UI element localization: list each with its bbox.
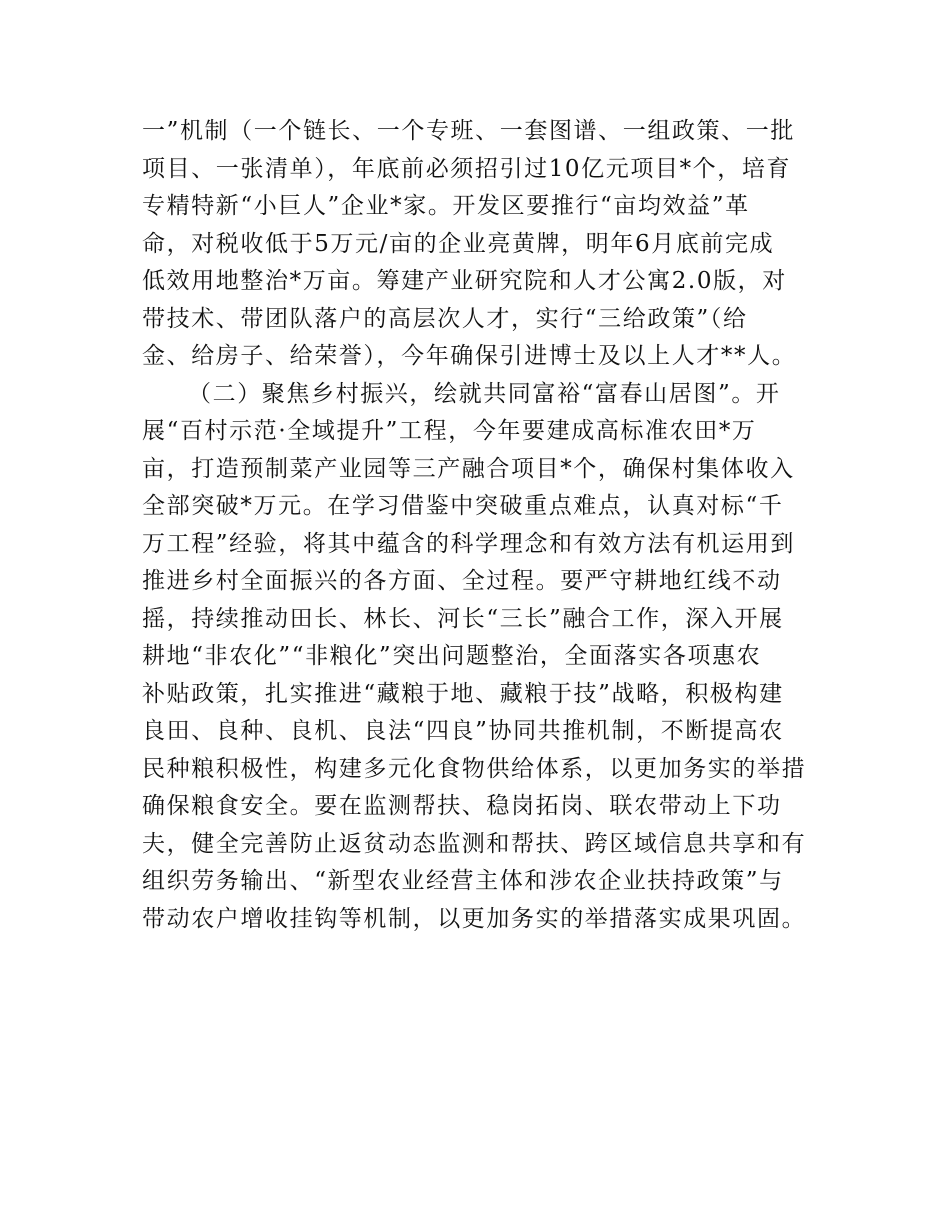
text-line: 展“百村示范·全域提升”工程，今年要建成高标准农田*万 [142, 418, 757, 444]
text-line: 带动农户增收挂钩等机制，以更加务实的举措落实成果巩固。 [142, 905, 807, 932]
text-line: 一”机制（一个链长、一个专班、一套图谱、一组政策、一批 [142, 118, 795, 144]
text-line: 耕地“非农化”“非粮化”突出问题整治，全面落实各项惠农 [142, 643, 762, 669]
text-line: 金、给房子、给荣誉），今年确保引进博士及以上人才**人。 [142, 343, 797, 369]
text-line: 良田、良种、良机、良法“四良”协同共推机制，不断提高农 [142, 718, 784, 744]
text-line: 民种粮积极性，构建多元化食物供给体系，以更加务实的举措 [142, 755, 807, 782]
section-heading-line: （二）聚焦乡村振兴，绘就共同富裕“富春山居图”。开 [188, 380, 781, 407]
text-line: 项目、一张清单），年底前必须招引过10亿元项目*个，培育 [142, 155, 792, 182]
text-line: 亩，打造预制菜产业园等三产融合项目*个，确保村集体收入 [142, 455, 795, 482]
document-body [142, 113, 822, 938]
text-line: 确保粮食安全。要在监测帮扶、稳岗拓岗、联农带动上下功 [142, 793, 782, 819]
text-line: 推进乡村全面振兴的各方面、全过程。要严守耕地红线不动 [142, 568, 782, 594]
text-line: 摇，持续推动田长、林长、河长“三长”融合工作，深入开展 [142, 605, 784, 632]
text-line: 低效用地整治*万亩。筹建产业研究院和人才公寓2.0版，对 [142, 268, 787, 294]
text-line: 专精特新“小巨人”企业*家。开发区要推行“亩均效益”革 [142, 193, 750, 219]
text-line: 万工程”经验，将其中蕴含的科学理念和有效方法有机运用到 [142, 530, 795, 557]
text-line: 补贴政策，扎实推进“藏粮于地、藏粮于技”战略，积极构建 [142, 680, 784, 707]
text-line: 全部突破*万元。在学习借鉴中突破重点难点，认真对标“千 [142, 493, 784, 519]
text-line: 夫，健全完善防止返贫动态监测和帮扶、跨区域信息共享和有 [142, 830, 807, 857]
text-line: 带技术、带团队落户的高层次人才，实行“三给政策”（给 [142, 305, 748, 332]
text-line: 组织劳务输出、“新型农业经营主体和涉农企业扶持政策”与 [142, 868, 784, 894]
text-line: 命，对税收低于5万元/亩的企业亮黄牌，明年6月底前完成 [142, 230, 775, 257]
